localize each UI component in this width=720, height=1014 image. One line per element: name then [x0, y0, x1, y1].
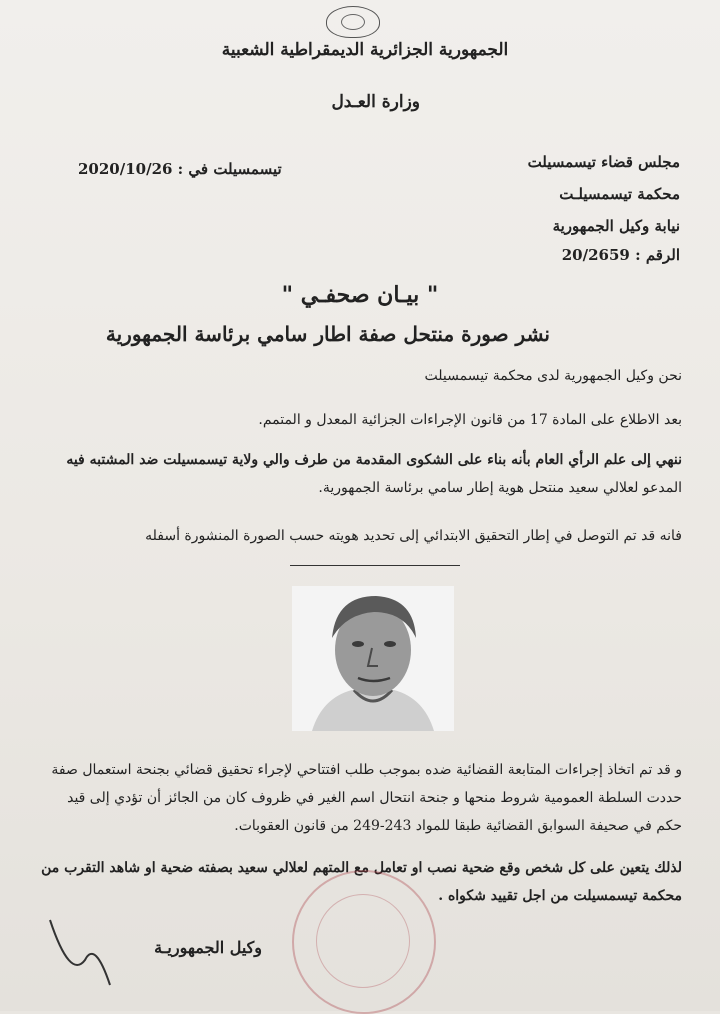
prosecution-name: نيابة وكيل الجمهورية	[552, 217, 680, 235]
document-subtitle: نشر صورة منتحل صفة اطار سامي برئاسة الجمهورية	[105, 322, 550, 346]
suspect-photo	[292, 586, 454, 731]
paragraph-appeal-line2: محكمة تيسمسيلت من اجل تقييد شكواه .	[438, 888, 682, 904]
document-title: " بيـان صحفـي "	[281, 282, 439, 308]
signature-label: وكيل الجمهوريـة	[154, 938, 262, 957]
paragraph-proceedings-line1: و قد تم اتخاذ إجراءات المتابعة القضائية ضده بموجب طلب افتتاحي لإجراء تحقيق قضائي بجنحة استعمال صفة	[51, 762, 682, 778]
ministry-name: وزارة العـدل	[331, 92, 420, 112]
council-name: مجلس قضاء تيسمسيلت	[527, 153, 680, 171]
reference-number: الرقم : 20/2659	[561, 246, 680, 264]
paragraph-proceedings-line3: حكم في صحيفة السوابق القضائية طبقا للمواد 243-249 من قانون العقوبات.	[234, 818, 682, 834]
paragraph-notice-line2: المدعو لعلالي سعيد منتحل هوية إطار سامي برئاسة الجمهورية.	[318, 480, 682, 496]
paragraph-identification: فانه قد تم التوصل في إطار التحقيق الابتدائي إلى تحديد هويته حسب الصورة المنشورة أسفله	[145, 528, 682, 544]
state-emblem-icon	[326, 6, 380, 38]
paragraph-proceedings-line2: حددت السلطة العمومية شروط منحها و جنحة انتحال اسم الغير في ظروف كان من الجائز أن تؤدي إلى قيد	[67, 790, 682, 806]
paragraph-appeal-line1: لذلك يتعين على كل شخص وقع ضحية نصب او تعامل مع المتهم لعلالي سعيد بصفته ضحية او شاهد التقرب من	[41, 860, 682, 876]
paragraph-notice-line1: ننهي إلى علم الرأي العام بأنه بناء على الشكوى المقدمة من طرف والي ولاية تيسمسيلت ضد المشتبه فيه	[66, 452, 682, 468]
place-date: تيسمسيلت في : 2020/10/26	[78, 160, 282, 178]
court-name: محكمة تيسمسيلـت	[559, 185, 680, 203]
republic-title: الجمهورية الجزائرية الديمقراطية الشعبية	[221, 40, 509, 60]
divider	[290, 565, 460, 566]
handwritten-signature	[40, 900, 120, 990]
official-stamp	[292, 870, 436, 1014]
paragraph-prosecutor: نحن وكيل الجمهورية لدى محكمة تيسمسيلت	[424, 368, 682, 384]
paragraph-legal-basis: بعد الاطلاع على المادة 17 من قانون الإجراءات الجزائية المعدل و المتمم.	[258, 412, 682, 428]
